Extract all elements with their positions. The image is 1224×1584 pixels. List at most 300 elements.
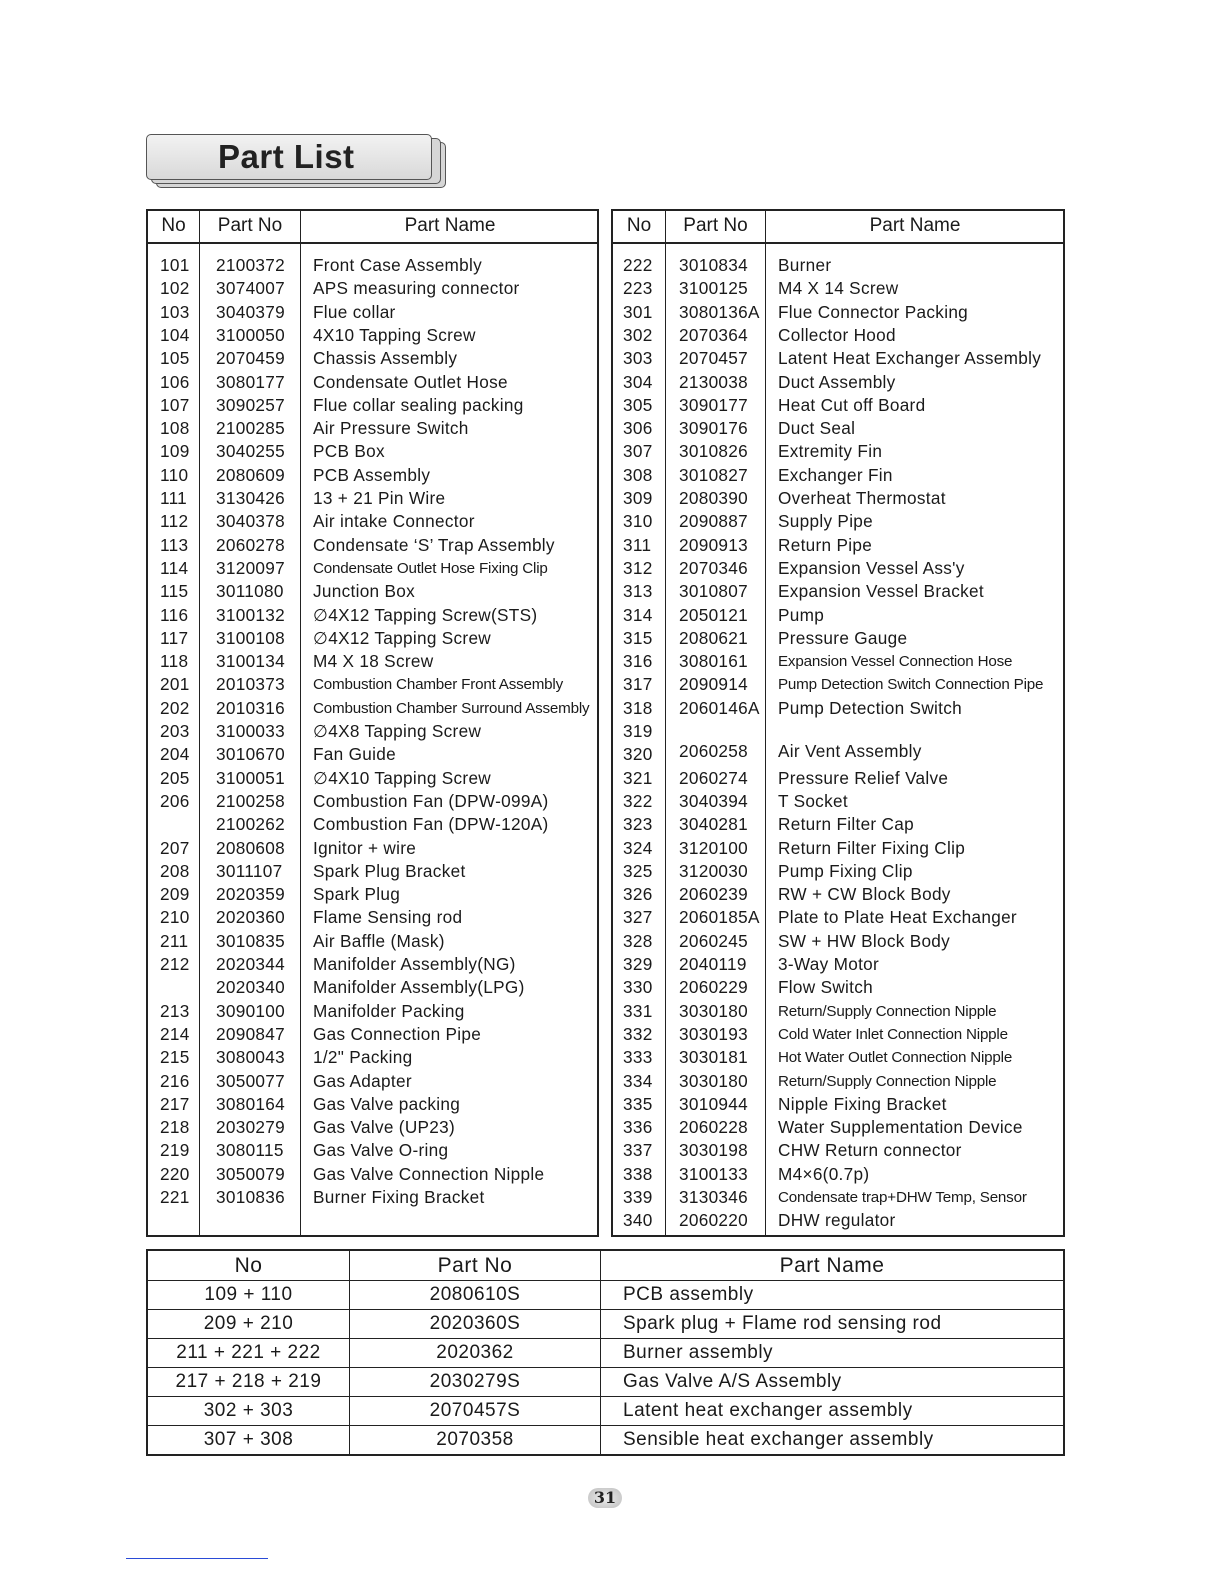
table-row	[613, 254, 1063, 277]
table-row	[148, 720, 597, 743]
table-row	[148, 790, 597, 813]
part-number-index: 203	[160, 721, 190, 741]
part-number-index: 201	[160, 674, 190, 695]
part-no: 3030180	[679, 1000, 749, 1021]
part-number-index: 206	[160, 790, 190, 811]
part-number-index: 321	[623, 767, 653, 788]
part-name: Air intake Connector	[313, 511, 475, 532]
part-name: CHW Return connector	[778, 1140, 962, 1161]
part-no: 3090100	[216, 1000, 286, 1021]
part-number-index: 209	[160, 884, 190, 905]
part-number-index: 336	[623, 1117, 653, 1138]
table-row	[148, 976, 597, 999]
part-number-index: 117	[160, 627, 189, 648]
part-number-index: 302	[623, 324, 653, 345]
part-number-index: 219	[160, 1140, 190, 1161]
part-name: Burner Fixing Bracket	[313, 1187, 485, 1207]
table-row	[613, 557, 1063, 580]
part-no: 3011107	[216, 860, 283, 881]
table-row	[613, 301, 1063, 324]
part-number-index: 301	[623, 301, 653, 322]
table-row	[148, 930, 597, 953]
table-row	[148, 627, 597, 650]
part-number-index: 213	[160, 1000, 190, 1021]
part-no: 3100132	[216, 604, 286, 625]
part-number-index: 324	[623, 837, 653, 858]
part-name: M4 X 14 Screw	[778, 278, 899, 299]
header-part-no: Part No	[683, 215, 748, 236]
part-name: Flue Connector Packing	[778, 301, 969, 322]
part-number-index: 111	[160, 488, 188, 508]
part-name: Flow Switch	[778, 977, 873, 998]
part-name: ∅4X8 Tapping Screw	[313, 721, 482, 741]
table-row	[148, 580, 597, 603]
part-name: Return Filter Cap	[778, 814, 914, 835]
table-row	[148, 1093, 597, 1116]
header-part-no: Part No	[217, 215, 283, 236]
table-row	[148, 301, 597, 324]
part-no: 2080621	[679, 627, 749, 648]
part-no: 3030198	[679, 1140, 749, 1161]
part-no: 3080164	[216, 1093, 286, 1114]
part-name: Spark Plug	[313, 884, 401, 905]
part-no: 3120100	[679, 837, 749, 858]
table-row	[613, 1163, 1063, 1186]
part-no: 3100033	[216, 721, 286, 741]
table-header	[147, 1250, 1064, 1281]
table-row	[148, 557, 597, 580]
part-number-index: 310	[623, 511, 653, 532]
set-part-no: 2080610S	[350, 1281, 601, 1310]
part-number-index: 315	[623, 627, 653, 648]
part-name: Duct Assembly	[778, 371, 896, 392]
part-name: Air Baffle (Mask)	[313, 930, 445, 951]
part-no: 3010944	[679, 1093, 749, 1114]
part-number-index: 106	[160, 371, 190, 392]
part-number-index: 113	[160, 534, 189, 555]
table-row	[613, 371, 1063, 394]
part-number-index: 309	[623, 488, 653, 508]
part-number-index: 109	[160, 441, 190, 462]
part-name: Flue collar	[313, 301, 396, 322]
part-number-index: 220	[160, 1163, 190, 1184]
part-number-index: 330	[623, 977, 653, 998]
set-part-no: 2030279S	[350, 1368, 601, 1397]
table-row	[148, 906, 597, 929]
table-row	[613, 883, 1063, 906]
part-number-index: 338	[623, 1163, 653, 1184]
set-no: 302 + 303	[147, 1397, 350, 1426]
set-part-name: Latent heat exchanger assembly	[601, 1397, 1065, 1426]
part-name: 3-Way Motor	[778, 954, 880, 974]
table-row	[613, 487, 1063, 510]
table-row	[148, 953, 597, 976]
table-row	[148, 860, 597, 883]
part-number-index: 102	[160, 278, 190, 299]
part-name: Gas Valve (UP23)	[313, 1117, 456, 1138]
part-name: Junction Box	[313, 581, 416, 602]
part-name: Exchanger Fin	[778, 464, 893, 485]
part-number-index: 223	[623, 278, 653, 299]
table-row	[613, 1093, 1063, 1116]
part-no: 3030180	[679, 1070, 749, 1091]
merged-part-no: 2060258	[679, 741, 749, 761]
part-no: 3100051	[216, 767, 286, 788]
table-row	[148, 510, 597, 533]
footer-rule	[126, 1558, 268, 1559]
part-name: Latent Heat Exchanger Assembly	[778, 348, 1042, 369]
header-part-name: Part Name	[404, 215, 496, 236]
part-no: 2010373	[216, 674, 286, 695]
part-name: Expansion Vessel Ass'y	[778, 557, 965, 578]
part-name: M4×6(0.7p)	[778, 1163, 870, 1184]
table-row	[613, 1000, 1063, 1023]
table-row	[613, 1023, 1063, 1046]
part-no: 2020344	[216, 954, 286, 974]
part-no: 3030181	[679, 1047, 749, 1068]
table-row	[148, 464, 597, 487]
part-no: 3130426	[216, 488, 286, 508]
part-name: Pump	[778, 604, 825, 625]
part-no: 3090177	[679, 394, 749, 415]
part-number-index: 329	[623, 954, 653, 974]
table-row	[147, 1339, 1064, 1368]
part-name: DHW regulator	[778, 1210, 896, 1231]
part-name: APS measuring connector	[313, 278, 520, 299]
part-name: Chassis Assembly	[313, 348, 458, 369]
part-number-index: 114	[160, 557, 189, 578]
part-number-index: 333	[623, 1047, 653, 1068]
part-name: Plate to Plate Heat Exchanger	[778, 907, 1017, 928]
part-number-index: 118	[160, 651, 189, 672]
set-part-name: Gas Valve A/S Assembly	[601, 1368, 1065, 1397]
table-row	[148, 650, 597, 673]
set-part-name: Spark plug + Flame rod sensing rod	[601, 1310, 1065, 1339]
part-name: Gas Valve Connection Nipple	[313, 1163, 545, 1184]
page-number: 31	[588, 1488, 622, 1508]
part-name: Gas Valve packing	[313, 1093, 461, 1114]
part-no: 2130038	[679, 371, 749, 392]
part-name: Supply Pipe	[778, 511, 874, 532]
header-part-name: Part Name	[601, 1250, 1065, 1281]
part-no: 2050121	[679, 604, 749, 625]
part-name: Pressure Relief Valve	[778, 767, 949, 788]
table-row	[147, 1281, 1064, 1310]
part-no: 2080390	[679, 488, 749, 508]
part-name: Pump Detection Switch	[778, 697, 962, 718]
part-no: 3100125	[679, 278, 749, 299]
part-name: Duct Seal	[778, 418, 856, 439]
part-no: 2020359	[216, 884, 286, 905]
table-row	[613, 1046, 1063, 1069]
part-no: 3010834	[679, 255, 749, 275]
part-list-title-tab	[146, 134, 430, 180]
set-no: 209 + 210	[147, 1310, 350, 1339]
part-name: Condensate trap+DHW Temp, Sensor	[778, 1189, 1027, 1206]
part-number-index: 327	[623, 907, 653, 928]
part-name: Gas Adapter	[313, 1070, 412, 1091]
table-row	[613, 767, 1063, 790]
part-no: 3040379	[216, 301, 286, 322]
table-row	[148, 394, 597, 417]
part-no: 2070346	[679, 557, 749, 578]
part-no: 3040281	[679, 814, 749, 835]
part-number-index: 217	[160, 1093, 190, 1114]
part-no: 2060220	[679, 1210, 749, 1231]
part-no: 2020340	[216, 977, 286, 998]
part-no: 2090847	[216, 1023, 286, 1044]
header-no: No	[161, 215, 186, 236]
part-name: PCB Assembly	[313, 464, 431, 485]
part-no: 3010835	[216, 930, 286, 951]
set-part-no: 2020362	[350, 1339, 601, 1368]
part-number-index: 305	[623, 394, 653, 415]
part-name: Combustion Chamber Surround Assembly	[313, 699, 590, 717]
header-no: No	[147, 1250, 350, 1281]
table-row	[613, 743, 1063, 766]
set-part-no: 2020360S	[350, 1310, 601, 1339]
table-row	[148, 743, 597, 766]
table-row	[613, 1186, 1063, 1209]
table-row	[148, 813, 597, 836]
part-name: 1/2" Packing	[313, 1047, 413, 1068]
part-no: 2100258	[216, 790, 286, 811]
part-name: PCB Box	[313, 441, 385, 462]
part-number-index: 308	[623, 464, 653, 485]
part-name: Air Pressure Switch	[313, 418, 469, 439]
table-row	[148, 487, 597, 510]
part-number-index: 332	[623, 1023, 653, 1044]
part-name: Manifolder Packing	[313, 1000, 465, 1021]
part-number-index: 205	[160, 767, 190, 788]
part-number-index: 115	[160, 581, 189, 602]
part-no: 2060278	[216, 534, 286, 555]
table-row	[148, 837, 597, 860]
table-row	[613, 953, 1063, 976]
part-no: 2100262	[216, 814, 286, 835]
part-name: Cold Water Inlet Connection Nipple	[778, 1025, 1008, 1043]
table-row	[147, 1397, 1064, 1426]
table-row	[613, 440, 1063, 463]
part-name: Combustion Fan (DPW-120A)	[313, 814, 549, 835]
table-row	[148, 1139, 597, 1162]
part-name: Flame Sensing rod	[313, 907, 463, 928]
table-row	[148, 1116, 597, 1139]
part-number-index: 214	[160, 1023, 190, 1044]
table-row	[148, 883, 597, 906]
part-no: 3010670	[216, 744, 286, 765]
part-number-index: 101	[160, 255, 190, 275]
part-number-index: 334	[623, 1070, 653, 1091]
table-row	[613, 1070, 1063, 1093]
part-number-index: 313	[623, 581, 653, 602]
part-number-index: 103	[160, 301, 190, 322]
table-row	[148, 324, 597, 347]
part-no: 2060229	[679, 977, 749, 998]
set-part-name: Burner assembly	[601, 1339, 1065, 1368]
part-name: Pressure Gauge	[778, 627, 908, 648]
part-name: Combustion Chamber Front Assembly	[313, 676, 563, 694]
table-row	[148, 277, 597, 300]
part-number-index: 325	[623, 860, 653, 881]
part-number-index: 318	[623, 697, 653, 718]
part-no: 3120097	[216, 557, 286, 578]
table-row	[613, 906, 1063, 929]
part-no: 3090176	[679, 418, 749, 439]
part-no: 2060228	[679, 1117, 749, 1138]
part-number-index: 202	[160, 697, 190, 718]
table-row	[613, 277, 1063, 300]
table-row	[613, 860, 1063, 883]
part-no: 2060146A	[679, 697, 760, 718]
part-no: 2060274	[679, 767, 749, 788]
table-row	[147, 1310, 1064, 1339]
part-number-index: 215	[160, 1047, 190, 1068]
table-row	[613, 1209, 1063, 1232]
part-number-index: 204	[160, 744, 190, 765]
header-part-name: Part Name	[869, 215, 961, 236]
set-no: 109 + 110	[147, 1281, 350, 1310]
part-no: 2070459	[216, 348, 286, 369]
table-row	[148, 604, 597, 627]
table-row	[148, 1070, 597, 1093]
part-name: Nipple Fixing Bracket	[778, 1093, 947, 1114]
part-name: Return Filter Fixing Clip	[778, 837, 966, 858]
part-name: Flue collar sealing packing	[313, 394, 524, 415]
part-number-index: 331	[623, 1000, 653, 1021]
part-name: Pump Detection Switch Connection Pipe	[778, 676, 1044, 694]
part-name: Hot Water Outlet Connection Nipple	[778, 1049, 1013, 1067]
part-number-index: 116	[160, 604, 189, 625]
part-number-index: 307	[623, 441, 653, 462]
table-row	[148, 1046, 597, 1069]
table-row	[613, 510, 1063, 533]
table-row	[613, 347, 1063, 370]
part-number-index: 221	[160, 1187, 190, 1207]
table-row	[148, 1186, 597, 1209]
table-row	[148, 1163, 597, 1186]
part-no: 3080136A	[679, 301, 760, 322]
part-name: Manifolder Assembly(LPG)	[313, 977, 525, 998]
part-number-index: 104	[160, 324, 190, 345]
set-part-name: Sensible heat exchanger assembly	[601, 1426, 1065, 1456]
part-no: 2060185A	[679, 907, 760, 928]
part-name: ∅4X12 Tapping Screw	[313, 627, 492, 648]
table-row	[148, 697, 597, 720]
set-no: 211 + 221 + 222	[147, 1339, 350, 1368]
part-no: 3130346	[679, 1187, 749, 1207]
part-no: 2060245	[679, 930, 749, 951]
table-row	[613, 650, 1063, 673]
part-name: Manifolder Assembly(NG)	[313, 954, 516, 974]
part-name: Expansion Vessel Connection Hose	[778, 653, 1013, 671]
part-number-index: 207	[160, 837, 190, 858]
part-number-index: 211	[160, 930, 189, 951]
page-title: Part List	[218, 138, 355, 175]
part-name: Extremity Fin	[778, 441, 883, 462]
part-no: 3010827	[679, 464, 749, 485]
table-row	[613, 417, 1063, 440]
part-number-index: 328	[623, 930, 653, 951]
table-row	[148, 767, 597, 790]
parts-table-left	[146, 209, 599, 1237]
part-no: 2070457	[679, 348, 749, 369]
part-no: 3050077	[216, 1070, 286, 1091]
part-name: Pump Fixing Clip	[778, 860, 913, 881]
table-row	[148, 534, 597, 557]
part-no: 3080043	[216, 1047, 286, 1068]
part-no: 3050079	[216, 1163, 286, 1184]
part-name: Spark Plug Bracket	[313, 860, 466, 881]
table-row	[613, 1139, 1063, 1162]
part-number-index: 304	[623, 371, 653, 392]
part-no: 3080161	[679, 651, 749, 672]
table-row	[147, 1426, 1064, 1456]
part-name: SW + HW Block Body	[778, 930, 951, 951]
part-no: 3100134	[216, 651, 286, 672]
table-row	[613, 604, 1063, 627]
part-name: RW + CW Block Body	[778, 884, 951, 905]
part-no: 2080609	[216, 464, 286, 485]
part-name: Combustion Fan (DPW-099A)	[313, 790, 549, 811]
part-name: Front Case Assembly	[313, 255, 483, 275]
table-row	[613, 930, 1063, 953]
part-name: Condensate ‘S’ Trap Assembly	[313, 534, 555, 555]
part-no: 3010807	[679, 581, 749, 602]
sets-body	[147, 1281, 1064, 1456]
part-name: Burner	[778, 255, 832, 275]
part-no: 3080177	[216, 371, 286, 392]
table-row	[613, 837, 1063, 860]
part-number-index: 107	[160, 394, 190, 415]
table-row	[613, 464, 1063, 487]
part-number-index: 320	[623, 744, 653, 765]
part-name: Collector Hood	[778, 324, 896, 345]
part-name: Heat Cut off Board	[778, 394, 926, 415]
part-name: Fan Guide	[313, 744, 396, 765]
part-number-index: 208	[160, 860, 190, 881]
part-number-index: 210	[160, 907, 190, 928]
part-no: 3040394	[679, 790, 749, 811]
part-no: 3040255	[216, 441, 286, 462]
part-number-index: 335	[623, 1093, 653, 1114]
header-no: No	[626, 215, 652, 236]
part-number-index: 105	[160, 348, 190, 369]
part-number-index: 311	[623, 534, 652, 555]
part-number-index: 337	[623, 1140, 653, 1161]
part-name: Return/Supply Connection Nipple	[778, 1002, 997, 1020]
set-no: 307 + 308	[147, 1426, 350, 1456]
part-number-index: 218	[160, 1117, 190, 1138]
table-row	[148, 347, 597, 370]
part-number-index: 317	[623, 674, 653, 695]
table-row	[613, 720, 1063, 743]
part-number-index: 319	[623, 721, 653, 741]
table-row	[613, 324, 1063, 347]
table-row	[613, 813, 1063, 836]
set-no: 217 + 218 + 219	[147, 1368, 350, 1397]
set-part-no: 2070457S	[350, 1397, 601, 1426]
table-row	[613, 697, 1063, 720]
part-number-index: 314	[623, 604, 653, 625]
part-number-index: 216	[160, 1070, 190, 1091]
part-name: 4X10 Tapping Screw	[313, 324, 476, 345]
part-no: 2080608	[216, 837, 286, 858]
part-number-index: 340	[623, 1210, 653, 1231]
part-number-index: 326	[623, 884, 653, 905]
part-number-index: 108	[160, 418, 190, 439]
parts-table-right	[611, 209, 1065, 1237]
